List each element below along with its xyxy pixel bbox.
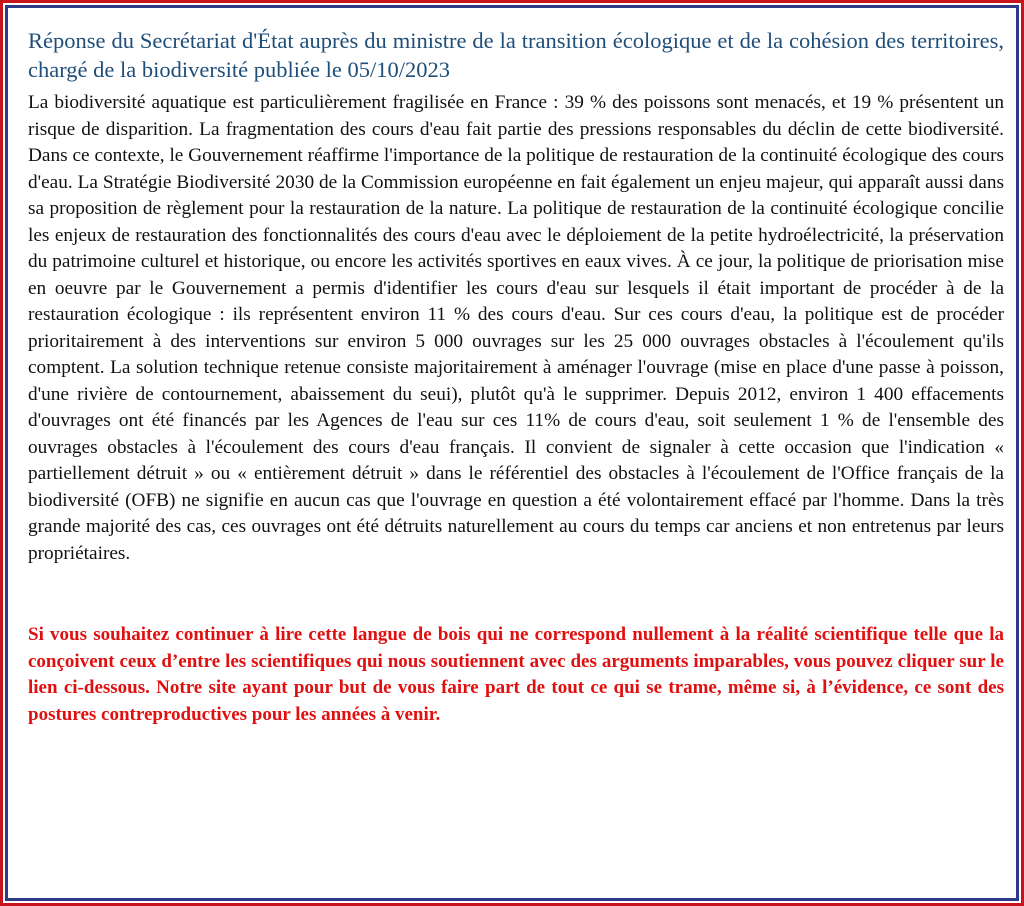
- editorial-note: Si vous souhaitez continuer à lire cette langue de bois qui ne correspond nullement à la réalité scientifique telle que la conçoivent ceux d’entre les scientifiques qui nous soutiennent avec des arguments imparables, vous pouvez cliquer sur le lien ci-dessous. Notre site ayant pour but de vous faire part de tout ce qui se trame, même si, à l’évidence, ce sont des postures contreproductives pour les années à venir.: [28, 624, 1004, 725]
- document-title: Réponse du Secrétariat d'État auprès du ministre de la transition écologique et de la cohésion des territoires, chargé de la biodiversité publiée le 05/10/2023: [28, 28, 1004, 82]
- response-body: La biodiversité aquatique est particulièrement fragilisée en France : 39 % des poissons sont menacés, et 19 % présentent un risque de disparition. La fragmentation des cours d'eau fait partie des pressions responsables du déclin de cette biodiversité. Dans ce contexte, le Gouvernement réaffirme l'importance de la politique de restauration de la continuité écologique des cours d'eau. La Stratégie Biodiversité 2030 de la Commission européenne en fait également un enjeu majeur, qui apparaît aussi dans sa proposition de règlement pour la restauration de la nature. La politique de restauration de la continuité écologique concilie les enjeux de restauration des fonctionnalités des cours d'eau avec le déploiement de la petite hydroélectricité, la préservation du patrimoine culturel et historique, ou encore les activités sportives en eaux vives. À ce jour, la politique de priorisation mise en oeuvre par le Gouvernement a permis d'identifier les cours d'eau sur lesquels il était important de procéder à de la restauration écologique : ils représentent environ 11 % des cours d'eau. Sur ces cours d'eau, la politique est de procéder prioritairement à des interventions sur environ 5 000 ouvrages sur les 25 000 ouvrages obstacles à l'écoulement qu'ils comptent. La solution technique retenue consiste majoritairement à aménager l'ouvrage (mise en place d'une passe à poisson, d'une rivière de contournement, abaissement du seui), plutôt qu'à le supprimer. Depuis 2012, environ 1 400 effacements d'ouvrages ont été financés par les Agences de l'eau sur ces 11% de cours d'eau, soit seulement 1 % de l'ensemble des ouvrages obstacles à l'écoulement des cours d'eau français. Il convient de signaler à cette occasion que l'indication « partiellement détruit » ou « entièrement détruit » dans le référentiel des obstacles à l'écoulement de l'Office français de la biodiversité (OFB) ne signifie en aucun cas que l'ouvrage en question a été volontairement effacé par l'homme. Dans la très grande majorité des cas, ces ouvrages ont été détruits naturellement au cours du temps car anciens et non entretenus par leurs propriétaires.: [28, 92, 1004, 564]
- document-content: [28, 26, 1004, 728]
